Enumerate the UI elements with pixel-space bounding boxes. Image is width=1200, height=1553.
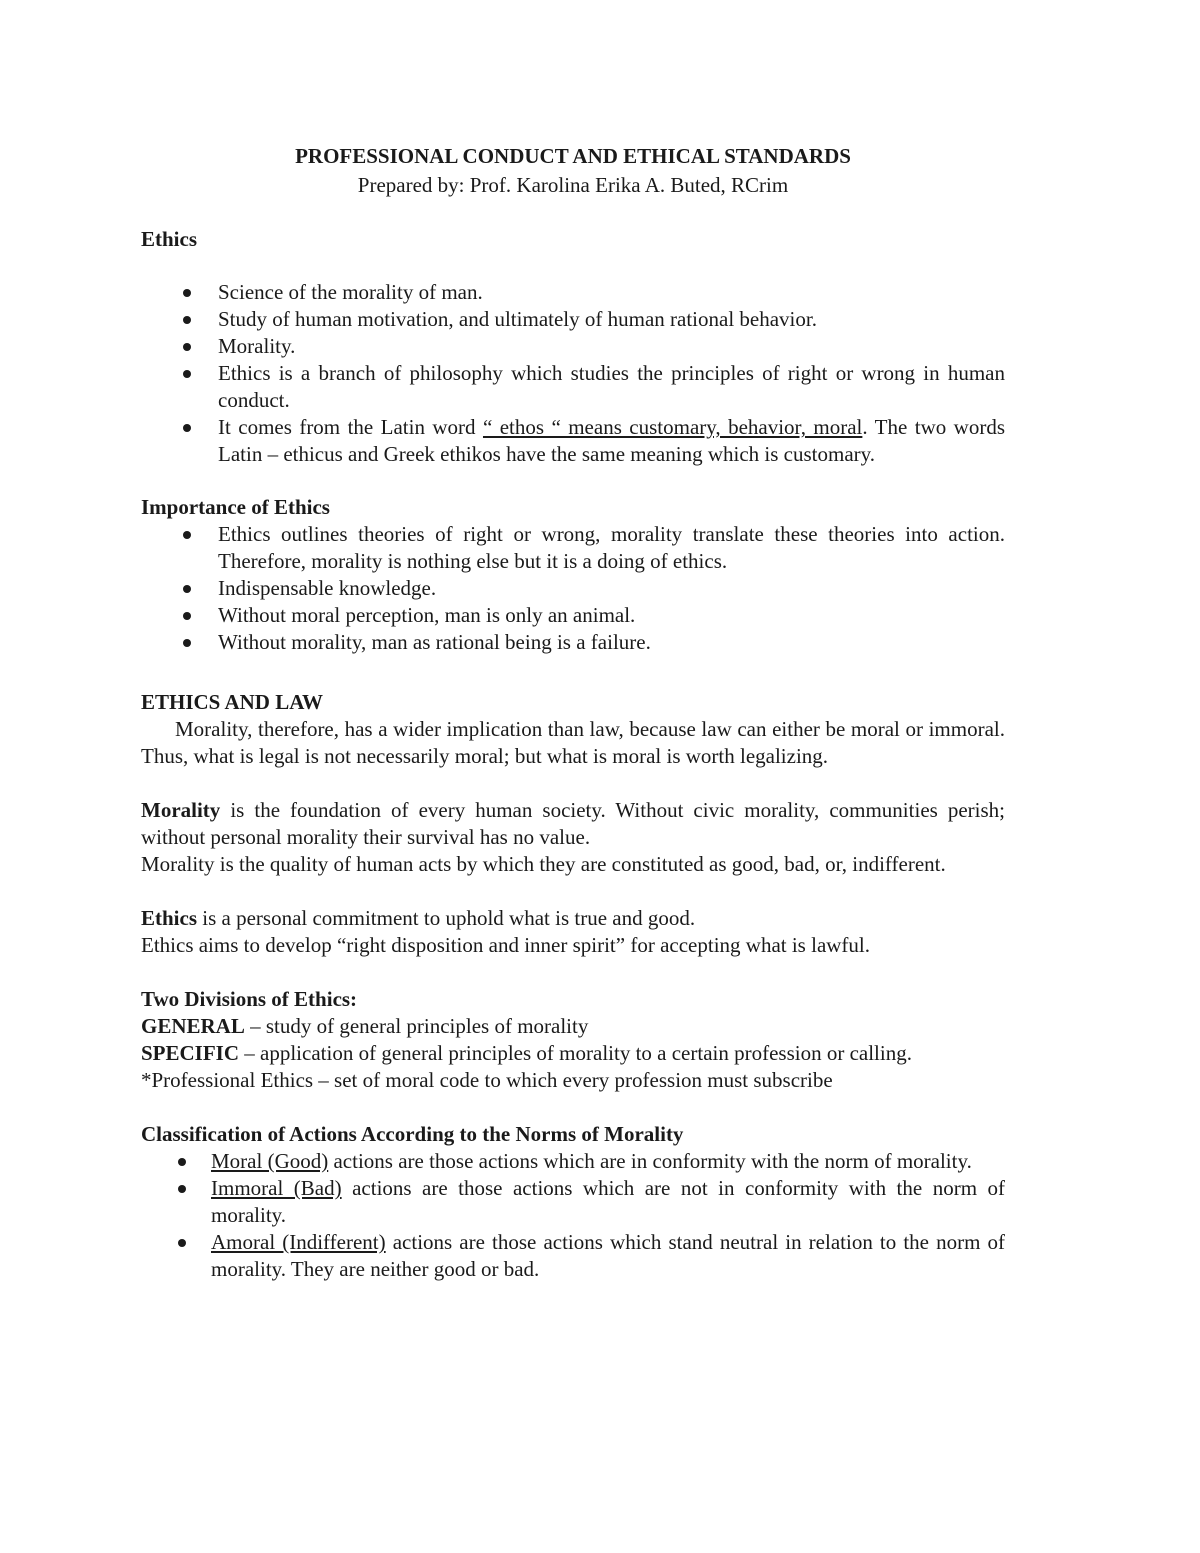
document-title: PROFESSIONAL CONDUCT AND ETHICAL STANDARDS: [295, 144, 851, 168]
importance-heading: Importance of Ethics: [141, 495, 330, 519]
list-item: Indispensable knowledge.: [141, 575, 1005, 602]
list-item: Science of the morality of man.: [141, 279, 1005, 306]
ethics-paragraph: Ethics is a personal commitment to uphold what is true and good.: [141, 906, 696, 930]
list-item: It comes from the Latin word “ ethos “ means customary, behavior, moral. The two words Latin – ethicus and Greek ethikos have the same meaning which is customary.: [141, 414, 1005, 468]
general-term: GENERAL: [141, 1014, 245, 1038]
list-item: Without moral perception, man is only an animal.: [141, 602, 1005, 629]
list-item: Study of human motivation, and ultimately of human rational behavior.: [141, 306, 1005, 333]
ethos-underlined: “ ethos “ means customary, behavior, moral: [482, 415, 863, 439]
bullet-icon: [183, 531, 191, 539]
ethics-list: [141, 279, 1005, 468]
specific-division: SPECIFIC – application of general principles of morality to a certain profession or calling.: [141, 1041, 912, 1065]
ethics-term: Ethics: [141, 906, 198, 930]
bullet-icon: [183, 370, 191, 378]
bullet-icon: [183, 343, 191, 351]
bullet-icon: [183, 639, 191, 647]
bullet-icon: [183, 585, 191, 593]
bullet-icon: [183, 289, 191, 297]
bullet-icon: [178, 1158, 186, 1166]
morality-term: Morality: [141, 798, 221, 822]
bullet-icon: [183, 612, 191, 620]
list-item: Without morality, man as rational being is a failure.: [141, 629, 1005, 656]
ethics-and-law-text: Morality, therefore, has a wider implication than law, because law can either be moral or immoral. Thus, what is legal is not necessarily moral; but what is moral is worth legalizing.: [141, 717, 1005, 768]
ethics-and-law-heading: ETHICS AND LAW: [141, 690, 324, 714]
general-division: GENERAL – study of general principles of morality: [141, 1014, 589, 1038]
bullet-icon: [178, 1239, 186, 1247]
list-item: Ethics is a branch of philosophy which studies the principles of right or wrong in human conduct.: [141, 360, 1005, 414]
document-page: [141, 141, 1005, 1283]
list-item: Immoral (Bad) actions are those actions which are not in conformity with the norm of morality.: [141, 1175, 1005, 1229]
ethics-aims: Ethics aims to develop “right disposition and inner spirit” for accepting what is lawful.: [141, 933, 871, 957]
bullet-icon: [183, 424, 191, 432]
ethics-heading: Ethics: [141, 227, 198, 251]
list-item: Amoral (Indifferent) actions are those actions which stand neutral in relation to the norm of morality. They are neither good or bad.: [141, 1229, 1005, 1283]
divisions-heading: Two Divisions of Ethics:: [141, 987, 358, 1011]
professional-ethics-note: *Professional Ethics – set of moral code to which every profession must subscribe: [141, 1068, 833, 1092]
specific-term: SPECIFIC: [141, 1041, 240, 1065]
morality-paragraph: Morality is the foundation of every human society. Without civic morality, communities perish; without personal morality their survival has no value.: [141, 798, 1005, 849]
importance-list: [141, 521, 1005, 656]
document-subtitle: Prepared by: Prof. Karolina Erika A. Buted, RCrim: [357, 173, 789, 197]
bullet-icon: [178, 1185, 186, 1193]
morality-definition: Morality is the quality of human acts by which they are constituted as good, bad, or, indifferent.: [141, 852, 946, 876]
classification-list: [141, 1148, 1005, 1283]
classification-heading: Classification of Actions According to the Norms of Morality: [141, 1122, 684, 1146]
list-item: Ethics outlines theories of right or wrong, morality translate these theories into action. Therefore, morality is nothing else but it is a doing of ethics.: [141, 521, 1005, 575]
list-item: Morality.: [141, 333, 1005, 360]
bullet-icon: [183, 316, 191, 324]
list-item: Moral (Good) actions are those actions which are in conformity with the norm of morality.: [141, 1148, 1005, 1175]
